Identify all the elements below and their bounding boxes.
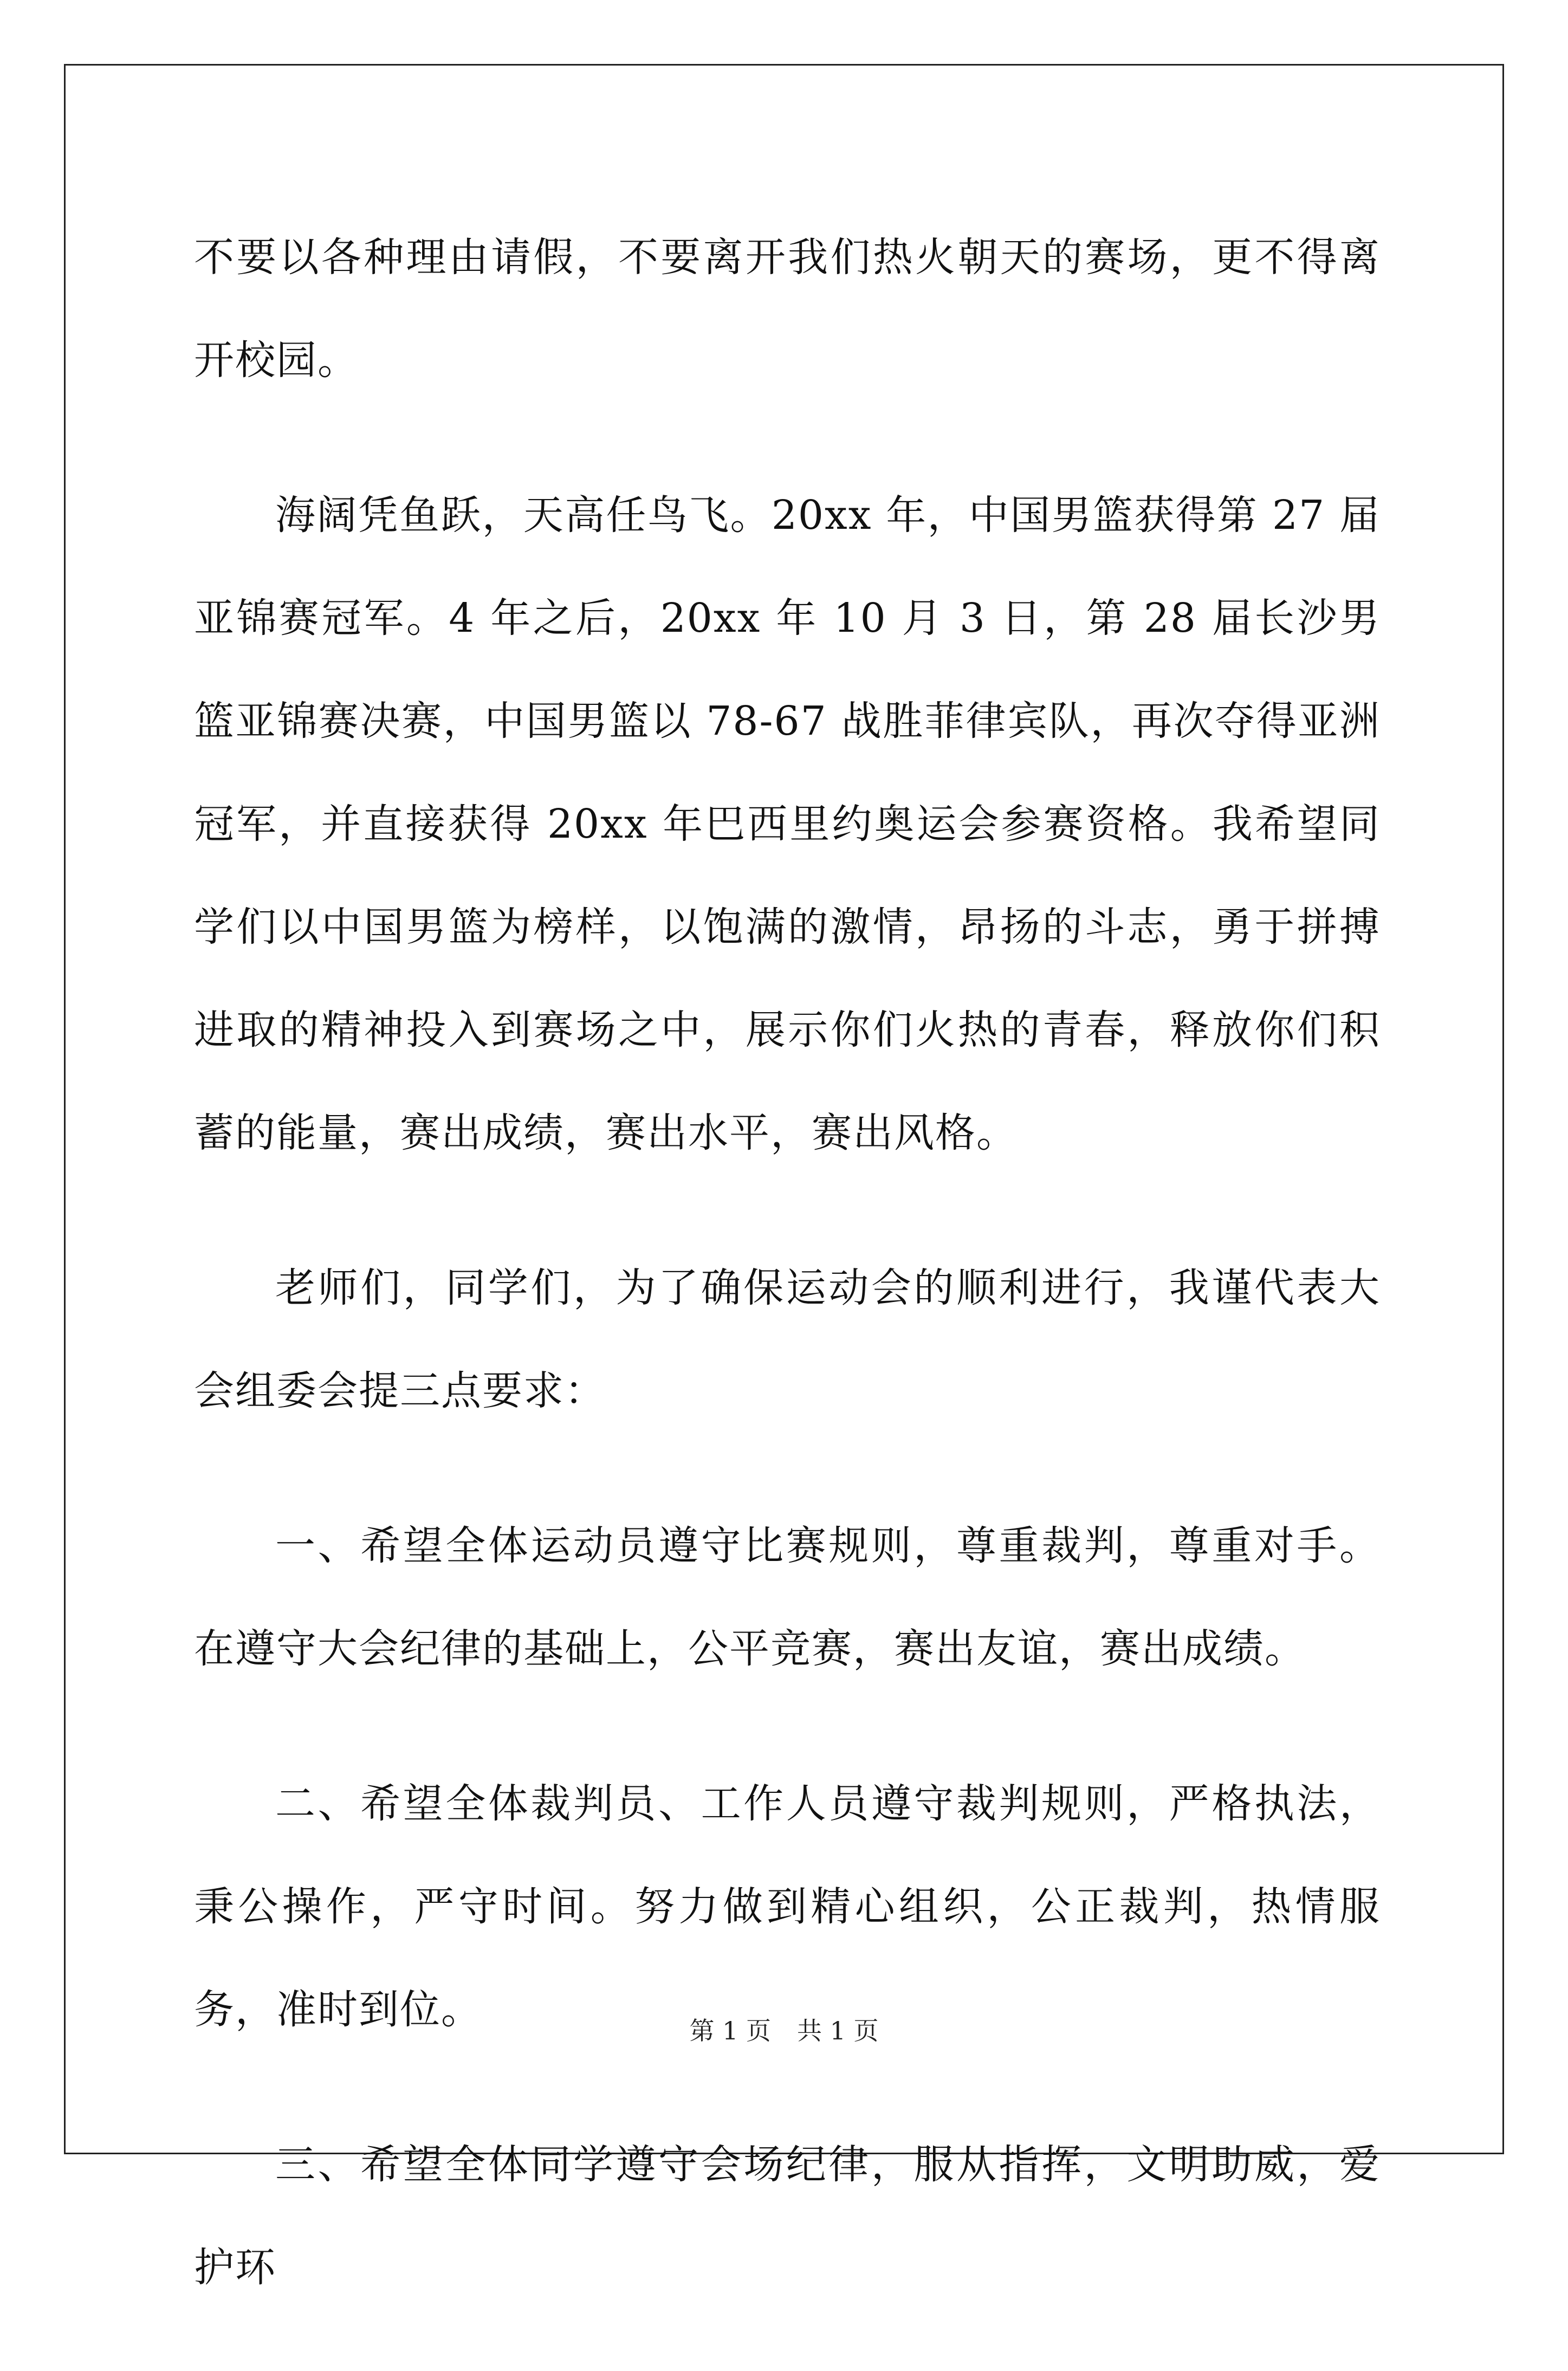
paragraph-1: 不要以各种理由请假，不要离开我们热火朝天的赛场，更不得离开校园。 bbox=[194, 234, 1381, 384]
paragraph-3: 老师们，同学们，为了确保运动会的顺利进行，我谨代表大会组委会提三点要求： bbox=[194, 1265, 1381, 1414]
paragraph-5: 二、希望全体裁判员、工作人员遵守裁判规则，严格执法，秉公操作，严守时间。努力做到精心组织，公正裁判，热情服务，准时到位。 bbox=[194, 1780, 1381, 2033]
page-footer bbox=[0, 2011, 1568, 2047]
page-number-current: 第 1 页 bbox=[689, 2016, 771, 2045]
paragraph-6: 三、希望全体同学遵守会场纪律，服从指挥，文明助威，爱护环 bbox=[194, 2141, 1381, 2291]
page-number-total: 共 1 页 bbox=[797, 2016, 879, 2045]
paragraph-4: 一、希望全体运动员遵守比赛规则，尊重裁判，尊重对手。在遵守大会纪律的基础上，公平竞赛，赛出友谊，赛出成绩。 bbox=[194, 1523, 1381, 1672]
paragraph-2: 海阔凭鱼跃，天高任鸟飞。20xx 年，中国男篮获得第 27 届亚锦赛冠军。4 年之后，20xx 年 10 月 3 日，第 28 届长沙男篮亚锦赛决赛，中国男篮以 78-67 战胜菲律宾队，再次夺得亚洲冠军，并直接获得 20xx 年巴西里约奥运会参赛资格。我希望同学们以中国男篮为榜样，以饱满的激情，昂扬的斗志，勇于拼搏进取的精神投入到赛场之中，展示你们火热的青春，释放你们积蓄的能量，赛出成绩，赛出水平，赛出风格。 bbox=[194, 492, 1381, 1156]
